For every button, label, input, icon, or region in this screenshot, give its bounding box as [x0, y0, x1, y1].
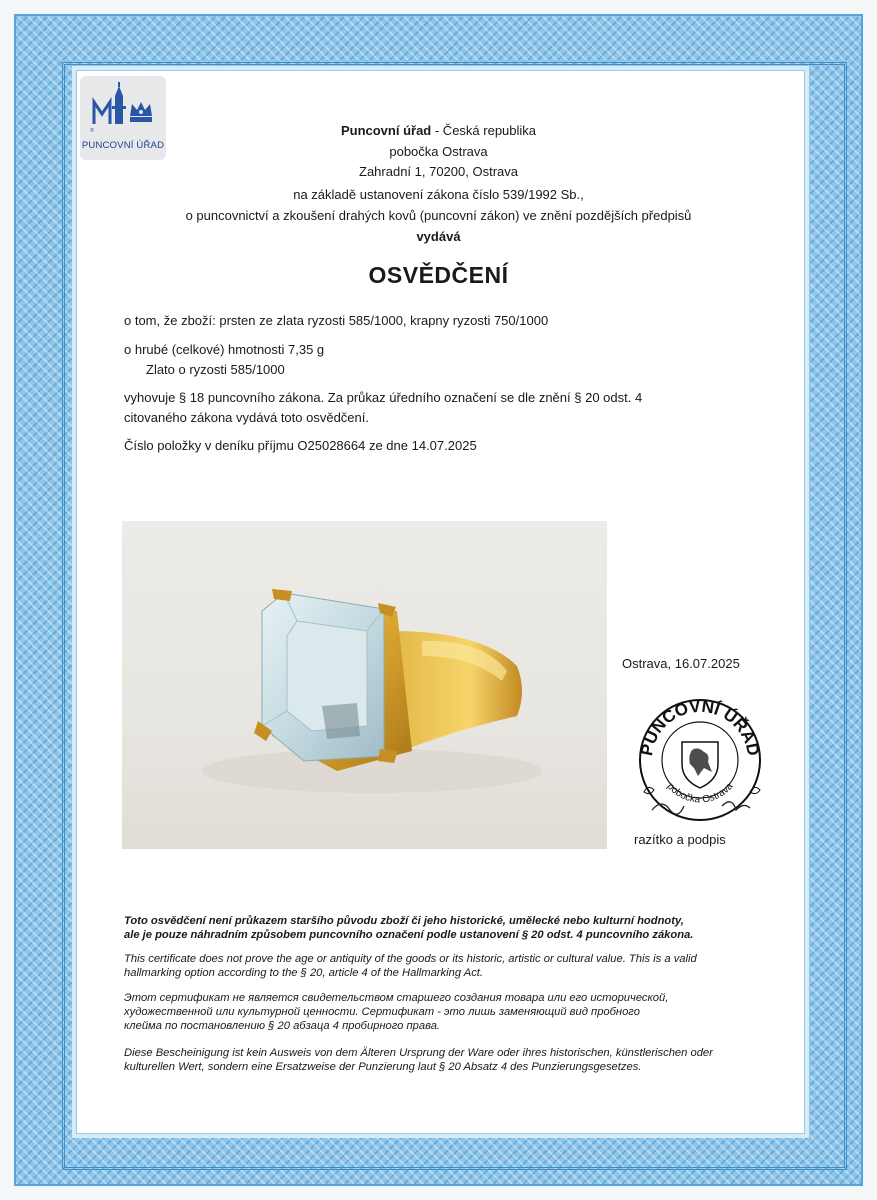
law-line-1: na základě ustanovení zákona číslo 539/1992 Sb., — [293, 187, 584, 202]
item-number: Číslo položky v deníku příjmu O25028664 ze dne 14.07.2025 — [124, 438, 477, 453]
svg-text:®: ® — [90, 128, 94, 134]
disclaimer-en-line-1: This certificate does not prove the age or antiquity of the goods or its historic, artistic or cultural value. This is a valid — [124, 953, 697, 965]
compliance-line-2: citovaného zákona vydává toto osvědčení. — [124, 410, 369, 425]
disclaimer-de-line-1: Diese Bescheinigung ist kein Ausweis von dem Älteren Ursprung der Ware oder ihres historischen, künstlerischen oder — [124, 1047, 713, 1059]
gold-ring-with-aquamarine-image — [122, 521, 607, 849]
address-line: Zahradní 1, 70200, Ostrava — [359, 164, 518, 179]
official-stamp — [632, 698, 772, 828]
law-line-2: o puncovnictví a zkoušení drahých kovů (puncovní zákon) ve znění pozdějších předpisů — [185, 208, 692, 223]
disclaimer-ru-line-2: художественной или культурной ценности. Сертификат - это лишь заменяющий вид пробного — [124, 1006, 640, 1018]
disclaimer-cz-line-2: ale je pouze náhradním způsobem puncovního označení podle ustanovení § 20 odst. 4 puncovního zákona. — [124, 929, 694, 941]
disclaimer-cz-line-1: Toto osvědčení není průkazem staršího původu zboží či jeho historické, umělecké nebo kulturní hodnoty, — [124, 915, 684, 927]
gross-weight: o hrubé (celkové) hmotnosti 7,35 g — [124, 342, 325, 357]
disclaimer-en-line-2: hallmarking option according to the § 20, article 4 of the Hallmarking Act. — [124, 967, 484, 979]
office-name: Puncovní úřad — [340, 123, 432, 138]
svg-text:pobočka Ostrava — [665, 781, 736, 806]
issues-line: vydává — [416, 229, 461, 244]
lion-shield-icon — [682, 742, 718, 788]
disclaimer-cz — [124, 914, 774, 942]
place-and-date: Ostrava, 16.07.2025 — [622, 656, 740, 671]
disclaimer-ru-line-3: клейма по постановлению § 20 абзаца 4 пробирного права. — [124, 1020, 441, 1032]
disclaimer-ru — [124, 991, 774, 1033]
goods-description: o tom, že zboží: prsten ze zlata ryzosti 585/1000, krapny ryzosti 750/1000 — [124, 313, 549, 328]
office-line — [0, 123, 877, 138]
office-country: - Česká republika — [431, 123, 537, 138]
gold-fineness: Zlato o ryzosti 585/1000 — [146, 362, 285, 377]
svg-text:PUNCOVNÍ ÚŘAD — [637, 698, 763, 757]
disclaimer-de — [124, 1046, 774, 1074]
disclaimer-ru-line-1: Этот сертификат не является свидетельством старшего создания товара или его исторической, — [124, 992, 669, 1004]
stamp-caption: razítko a podpis — [634, 832, 726, 847]
disclaimer-en — [124, 952, 774, 980]
ring-photo — [122, 521, 607, 849]
branch-line: pobočka Ostrava — [389, 144, 488, 159]
disclaimer-de-line-2: kulturellen Wert, sondern eine Ersatzweise der Punzierung laut § 20 Absatz 4 des Punzierungsgesetzes. — [124, 1061, 642, 1073]
certificate-title: OSVĚDČENÍ — [368, 262, 509, 288]
stamp-bottom-text: pobočka Ostrava — [664, 781, 736, 806]
stamp-top-text: PUNCOVNÍ ÚŘAD — [637, 698, 763, 758]
compliance-line-1: vyhovuje § 18 puncovního zákona. Za průkaz úředního označení se dle znění § 20 odst. 4 — [124, 390, 643, 405]
logo-caption: PUNCOVNÍ ÚŘAD — [81, 140, 165, 151]
